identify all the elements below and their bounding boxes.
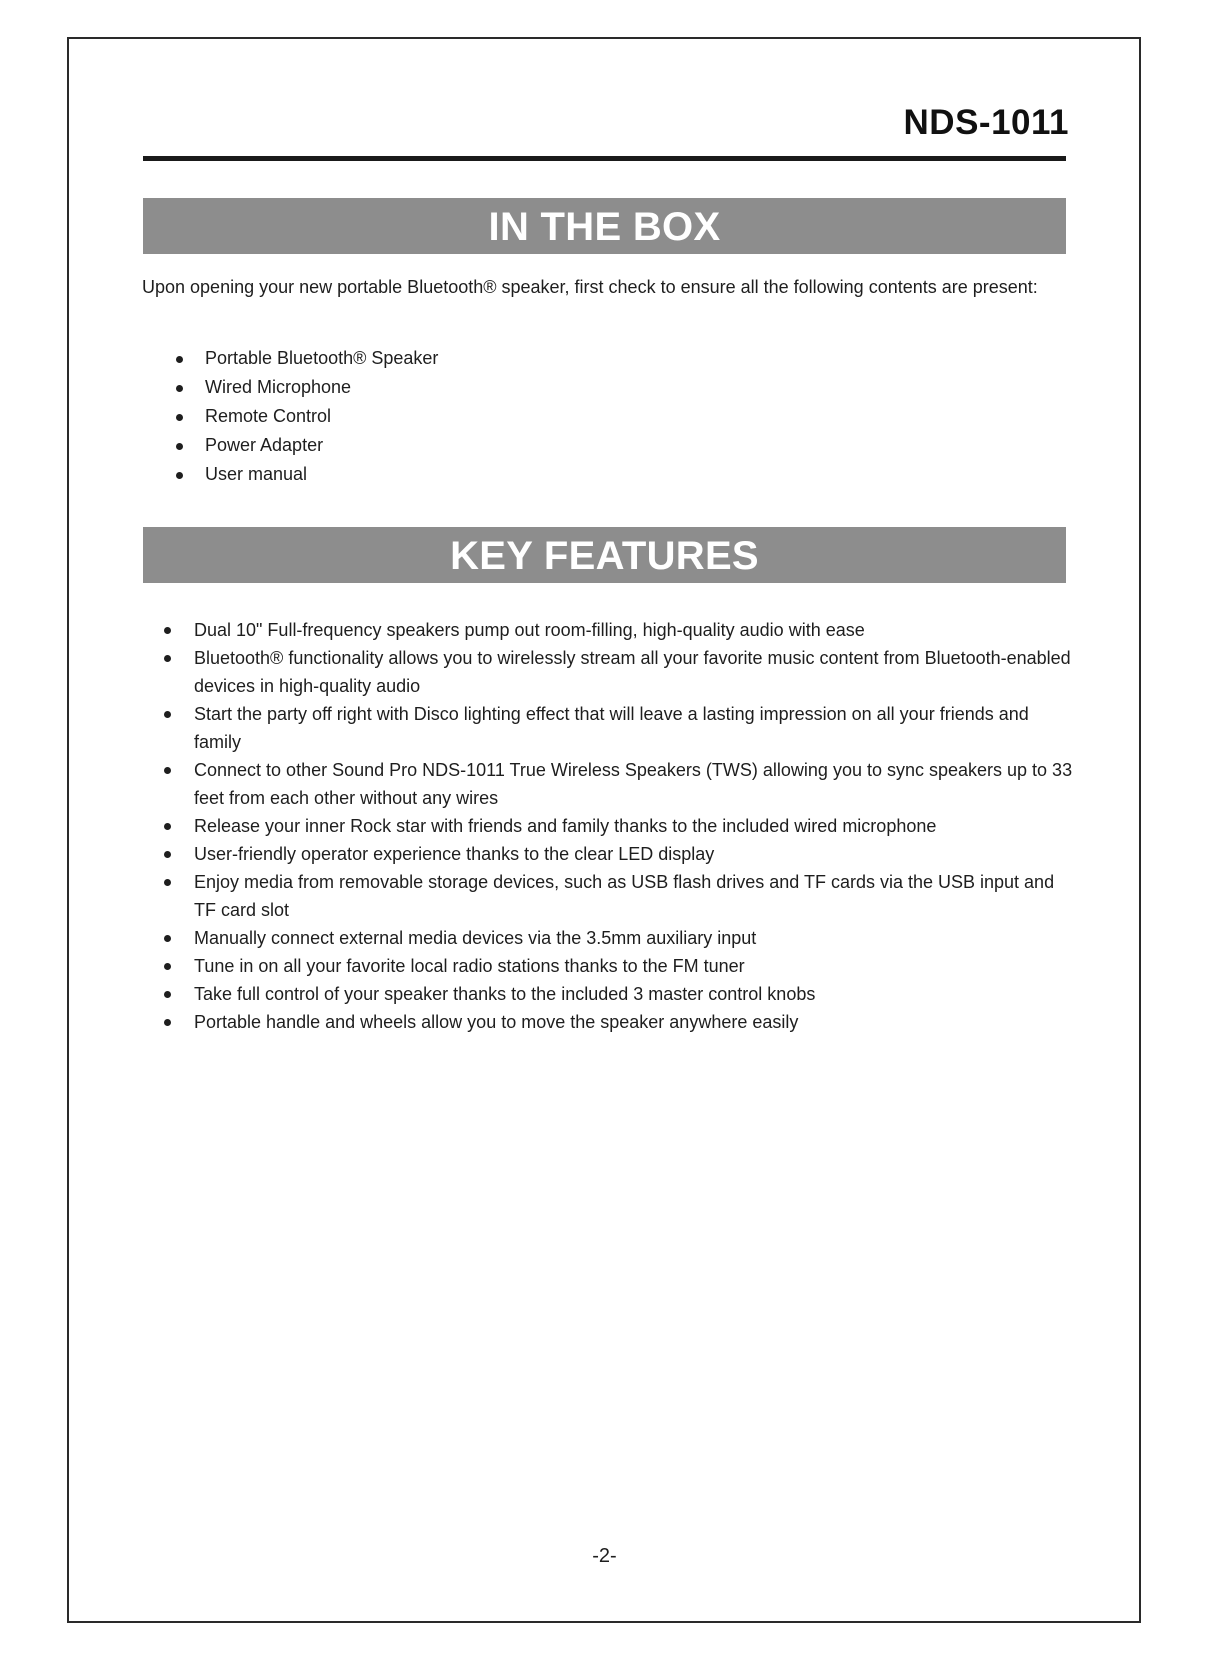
list-item: Remote Control [142, 402, 438, 431]
page-number: -2- [592, 1545, 617, 1567]
list-item: Manually connect external media devices via the 3.5mm auxiliary input [142, 924, 1077, 952]
list-item: Wired Microphone [142, 373, 438, 402]
list-item: Portable Bluetooth® Speaker [142, 344, 438, 373]
list-item: Enjoy media from removable storage devices, such as USB flash drives and TF cards via the USB input and TF card slot [142, 868, 1077, 924]
list-item: Connect to other Sound Pro NDS-1011 True Wireless Speakers (TWS) allowing you to sync speakers up to 33 feet from each other without any wires [142, 756, 1077, 812]
list-item: Power Adapter [142, 431, 438, 460]
in-the-box-intro: Upon opening your new portable Bluetooth® speaker, first check to ensure all the following contents are present: [142, 277, 1038, 297]
list-item: Bluetooth® functionality allows you to wirelessly stream all your favorite music content from Bluetooth-enabled devices in high-quality audio [142, 644, 1077, 700]
in-the-box-list [142, 344, 438, 489]
list-item: User-friendly operator experience thanks to the clear LED display [142, 840, 1077, 868]
list-item: Start the party off right with Disco lighting effect that will leave a lasting impression on all your friends and family [142, 700, 1077, 756]
header-divider [143, 156, 1066, 161]
section-heading-in-the-box: IN THE BOX [143, 198, 1066, 254]
list-item: Dual 10" Full-frequency speakers pump out room-filling, high-quality audio with ease [142, 616, 1077, 644]
list-item: Take full control of your speaker thanks to the included 3 master control knobs [142, 980, 1077, 1008]
list-item: Release your inner Rock star with friends and family thanks to the included wired microphone [142, 812, 1077, 840]
model-number: NDS-1011 [903, 103, 1069, 142]
list-item: Portable handle and wheels allow you to move the speaker anywhere easily [142, 1008, 1077, 1036]
list-item: User manual [142, 460, 438, 489]
section-heading-key-features: KEY FEATURES [143, 527, 1066, 583]
list-item: Tune in on all your favorite local radio stations thanks to the FM tuner [142, 952, 1077, 980]
key-features-list [142, 616, 1077, 1036]
